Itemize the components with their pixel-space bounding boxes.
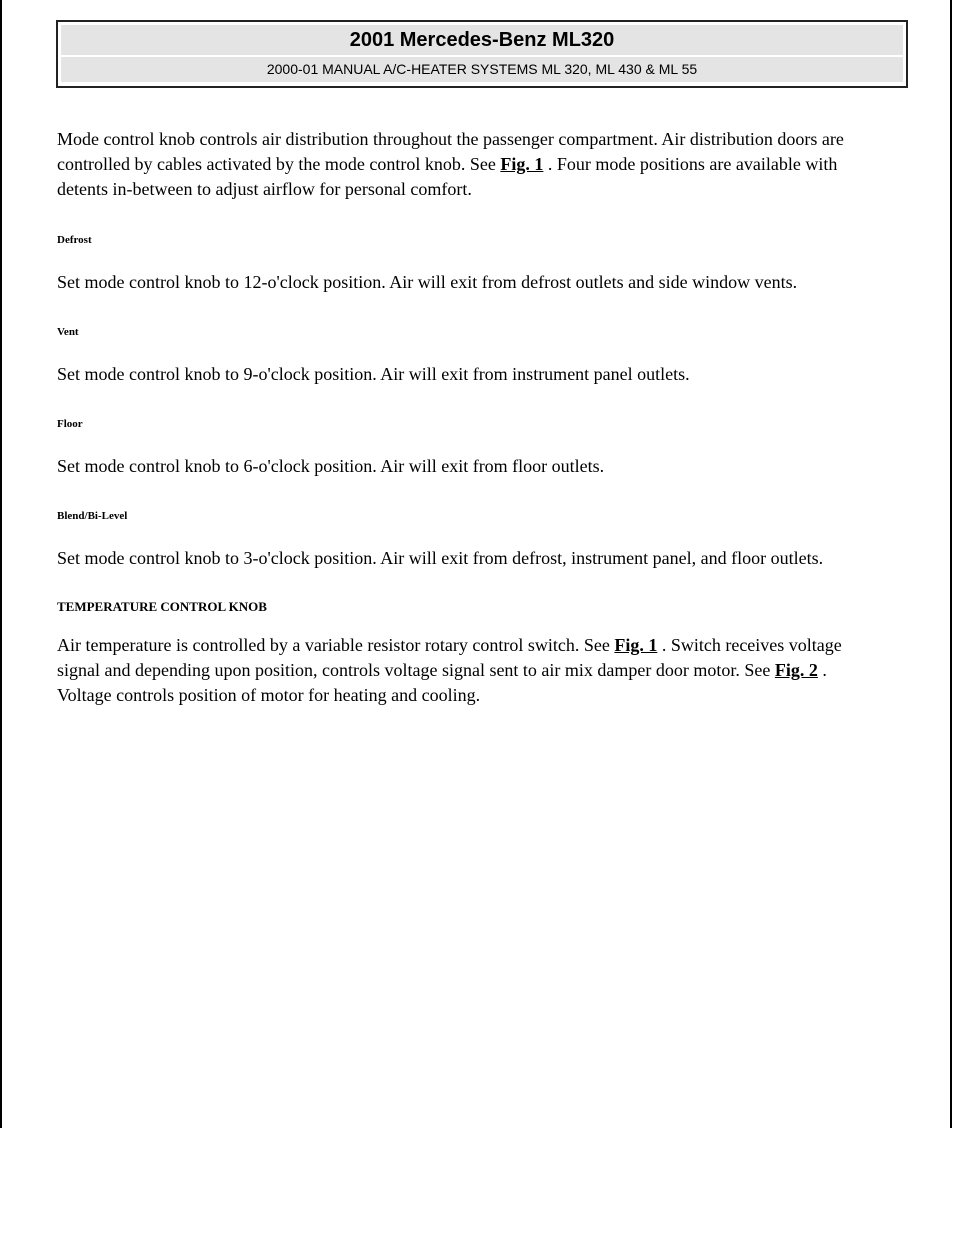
document-header [56, 20, 908, 88]
floor-heading: Floor [57, 418, 83, 430]
temperature-paragraph [57, 633, 907, 708]
temperature-line-2-start: signal and depending upon position, controls voltage signal sent to air mix damper door motor. See [57, 660, 775, 680]
fig-1-link[interactable]: Fig. 1 [614, 635, 658, 655]
defrost-heading: Defrost [57, 234, 92, 246]
intro-paragraph [57, 127, 907, 202]
header-subtitle: 2000-01 MANUAL A/C-HEATER SYSTEMS ML 320, ML 430 & ML 55 [61, 57, 903, 82]
intro-line-2-end: . Four mode positions are available with [543, 154, 838, 174]
blend-text: Set mode control knob to 3-o'clock position. Air will exit from defrost, instrument panel, and floor outlets. [57, 548, 824, 568]
defrost-text: Set mode control knob to 12-o'clock position. Air will exit from defrost outlets and side window vents. [57, 272, 798, 292]
fig-1-link[interactable]: Fig. 1 [500, 154, 544, 174]
floor-text: Set mode control knob to 6-o'clock position. Air will exit from floor outlets. [57, 456, 605, 476]
vent-heading: Vent [57, 326, 79, 338]
fig-2-link[interactable]: Fig. 2 [774, 660, 818, 680]
intro-line-1: Mode control knob controls air distribution throughout the passenger compartment. Air distribution doors are [57, 129, 844, 149]
intro-line-2-start: controlled by cables activated by the mode control knob. See [57, 154, 501, 174]
vent-text: Set mode control knob to 9-o'clock position. Air will exit from instrument panel outlets. [57, 364, 690, 384]
temperature-line-3: Voltage controls position of motor for heating and cooling. [57, 685, 481, 705]
blend-heading: Blend/Bi-Level [57, 510, 128, 522]
temperature-line-2-end: . [817, 660, 827, 680]
header-title: 2001 Mercedes-Benz ML320 [61, 25, 903, 55]
document-body [57, 127, 907, 708]
temperature-control-heading: TEMPERATURE CONTROL KNOB [57, 599, 267, 614]
intro-line-3: detents in-between to adjust airflow for personal comfort. [57, 179, 472, 199]
page-left-border [0, 0, 2, 1128]
temperature-line-1-start: Air temperature is controlled by a variable resistor rotary control switch. See [57, 635, 615, 655]
temperature-line-1-end: . Switch receives voltage [657, 635, 842, 655]
page-right-border [950, 0, 952, 1128]
